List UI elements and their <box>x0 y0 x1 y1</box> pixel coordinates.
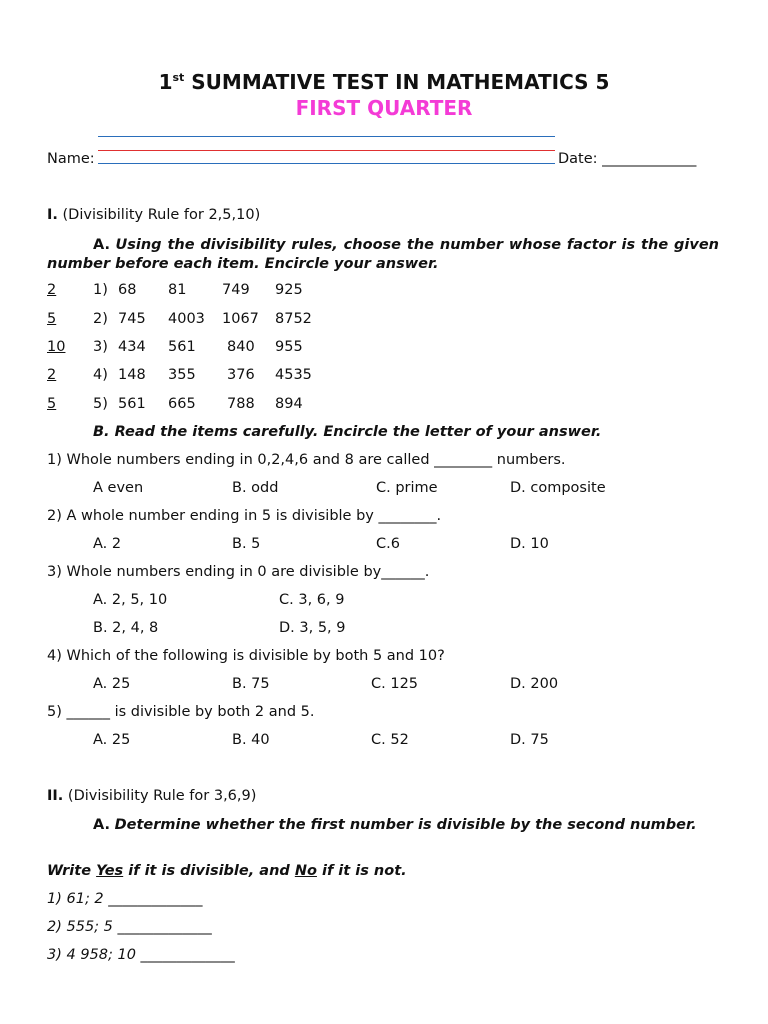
question-text: 3) Whole numbers ending in 0 are divisible by______. <box>47 564 430 580</box>
option: D. 75 <box>510 732 549 748</box>
option: A. 2 <box>93 536 122 552</box>
choice: 376 <box>227 367 255 383</box>
choice: 355 <box>168 367 196 383</box>
factor: 10 <box>47 339 66 355</box>
option: B. 40 <box>232 732 270 748</box>
option: C. 52 <box>371 732 409 748</box>
choice: 840 <box>227 339 255 355</box>
question-text: 2) A whole number ending in 5 is divisible by ________. <box>47 508 442 524</box>
question-text: 1) Whole numbers ending in 0,2,4,6 and 8 are called ________ numbers. <box>47 452 566 468</box>
option: B. odd <box>232 480 279 496</box>
choice: 81 <box>168 282 187 298</box>
test-title: 1st SUMMATIVE TEST IN MATHEMATICS 5 <box>158 70 610 94</box>
header-rule-top <box>98 136 555 137</box>
name-label: Name: <box>47 151 95 167</box>
list-item: 2) 555; 5 _____________ <box>47 919 212 935</box>
option: C. 125 <box>371 676 419 692</box>
item-number: 2) <box>93 311 108 327</box>
option: C. 3, 6, 9 <box>279 592 345 608</box>
list-item: 3) 4 958; 10 _____________ <box>47 947 235 963</box>
choice: 894 <box>275 396 303 412</box>
part2-heading: II. (Divisibility Rule for 3,6,9) <box>47 788 257 804</box>
question-text: 5) ______ is divisible by both 2 and 5. <box>47 704 315 720</box>
choice: 925 <box>275 282 303 298</box>
header-rule-middle <box>98 150 555 151</box>
option: A. 2, 5, 10 <box>93 592 168 608</box>
option: D. 3, 5, 9 <box>279 620 346 636</box>
choice: 749 <box>222 282 250 298</box>
factor: 5 <box>47 396 57 412</box>
part1-a-instruction: A. Using the divisibility rules, choose the number whose factor is the given number before each item. Encircle your answer. <box>47 237 720 272</box>
choice: 561 <box>168 339 196 355</box>
choice: 434 <box>118 339 146 355</box>
choice: 788 <box>227 396 255 412</box>
part1-heading: I. (Divisibility Rule for 2,5,10) <box>47 207 261 223</box>
option: D. 200 <box>510 676 559 692</box>
option: C.6 <box>376 536 400 552</box>
choice: 68 <box>118 282 137 298</box>
factor: 2 <box>47 367 57 383</box>
factor: 2 <box>47 282 57 298</box>
option: D. composite <box>510 480 606 496</box>
choice: 955 <box>275 339 303 355</box>
factor: 5 <box>47 311 57 327</box>
part2-a-instruction: A. Determine whether the first number is divisible by the second number. <box>93 817 697 833</box>
date-field: Date: _____________ <box>558 151 697 167</box>
option: B. 5 <box>232 536 261 552</box>
item-number: 1) <box>93 282 108 298</box>
part2-write-instruction: Write Yes if it is divisible, and No if it is not. <box>47 863 407 879</box>
choice: 1067 <box>222 311 259 327</box>
choice: 561 <box>118 396 146 412</box>
item-number: 5) <box>93 396 108 412</box>
name-line <box>98 163 555 164</box>
choice: 665 <box>168 396 196 412</box>
item-number: 4) <box>93 367 108 383</box>
part1-b-instruction: B. Read the items carefully. Encircle the letter of your answer. <box>93 424 602 440</box>
choice: 8752 <box>275 311 312 327</box>
option: A even <box>93 480 144 496</box>
choice: 4535 <box>275 367 312 383</box>
choice: 4003 <box>168 311 205 327</box>
question-text: 4) Which of the following is divisible by both 5 and 10? <box>47 648 445 664</box>
list-item: 1) 61; 2 _____________ <box>47 891 203 907</box>
option: B. 2, 4, 8 <box>93 620 159 636</box>
item-number: 3) <box>93 339 108 355</box>
option: D. 10 <box>510 536 549 552</box>
quarter-subtitle: FIRST QUARTER <box>295 96 473 120</box>
option: B. 75 <box>232 676 270 692</box>
choice: 745 <box>118 311 146 327</box>
option: A. 25 <box>93 732 131 748</box>
choice: 148 <box>118 367 146 383</box>
option: C. prime <box>376 480 438 496</box>
option: A. 25 <box>93 676 131 692</box>
